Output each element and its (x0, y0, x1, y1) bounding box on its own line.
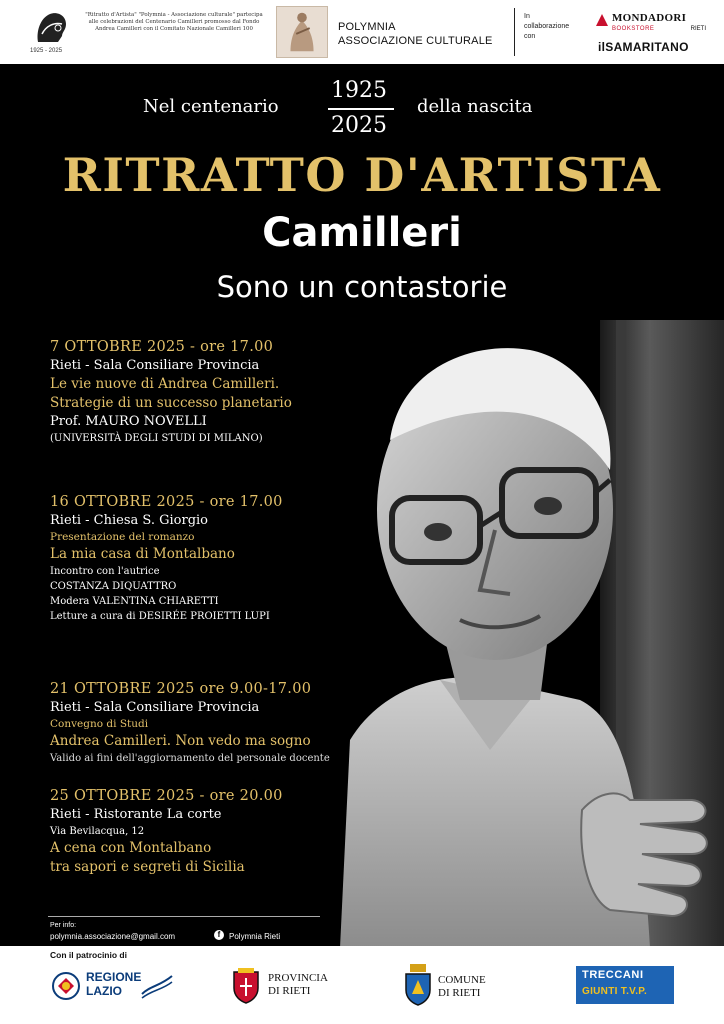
centenary-intro (0, 76, 724, 144)
event-3 (50, 680, 330, 766)
lazio-wave-icon (140, 972, 174, 1000)
event-detail: Modera VALENTINA CHIARETTI (50, 596, 219, 607)
year-divider (328, 108, 394, 110)
event-1 (50, 338, 292, 446)
event-title: La mia casa di Montalbano (50, 546, 235, 562)
poster-title: RITRATTO D'ARTISTA (62, 148, 662, 202)
header-note: "Ritratto d'Artista" "Polymnia - Associazione culturale" partecipa alle celebrazioni del Centenario Camilleri promosso dal Fondo Andrea Camilleri con il Comitato Nazionale Camilleri 100 (85, 12, 263, 32)
year-end: 2025 (331, 113, 387, 138)
header-bar (0, 0, 724, 64)
poster-subject: Camilleri (262, 210, 462, 256)
event-title: A cena con Montalbano (50, 840, 212, 856)
event-2 (50, 493, 283, 624)
patronage-label: Con il patrocinio di (50, 950, 127, 960)
event-detail: COSTANZA DIQUATTRO (50, 581, 177, 592)
event-note: Valido ai fini dell'aggiornamento del personale docente (50, 753, 330, 764)
event-date: 7 OTTOBRE 2025 - ore 17.00 (50, 339, 274, 355)
info-label: Per info: (50, 922, 77, 929)
event-place: Rieti - Chiesa S. Giorgio (50, 513, 208, 528)
comune-shield-icon (404, 964, 432, 1006)
event-affiliation: (UNIVERSITÀ DEGLI STUDI DI MILANO) (50, 433, 263, 444)
poster-tagline: Sono un contastorie (216, 270, 508, 304)
centenario-years: 1925 - 2025 (30, 48, 63, 54)
event-kicker: Presentazione del romanzo (50, 531, 195, 543)
portrait-image (320, 320, 724, 948)
polymnia-logo-image (276, 6, 328, 58)
collaboration-label: In collaborazione con (524, 13, 570, 40)
event-address: Via Bevilacqua, 12 (50, 826, 145, 837)
lazio-emblem-icon (52, 972, 80, 1000)
mondadori-logo-icon (596, 14, 608, 26)
event-kicker: Convegno di Studi (50, 718, 149, 730)
regione-lazio-logo: REGIONE LAZIO (50, 966, 176, 1006)
facebook-icon: f (214, 930, 224, 940)
info-email-link[interactable]: polymnia.associazione@gmail.com (50, 932, 176, 941)
provincia-shield-icon (232, 968, 260, 1004)
provincia-rieti-logo: PROVINCIA DI RIETI (232, 966, 342, 1008)
facebook-page-link[interactable]: Polymnia Rieti (229, 932, 281, 941)
event-detail: Incontro con l'autrice (50, 566, 160, 577)
polymnia-name: POLYMNIA ASSOCIAZIONE CULTURALE (338, 21, 493, 47)
comune-rieti-logo: COMUNE DI RIETI (404, 964, 514, 1008)
samaritano-logo: ilSAMARITANO (598, 40, 689, 54)
intro-right-text: della nascita (417, 96, 533, 117)
treccani-giunti-logo: TRECCANI GIUNTI T.V.P. (576, 966, 674, 1004)
event-title: Andrea Camilleri. Non vedo ma sogno (50, 733, 311, 749)
centenario-logo-icon (28, 6, 76, 54)
mondadori-logo: MONDADORI BOOKSTORE RIETI (596, 12, 714, 36)
event-detail: Letture a cura di DESIRÉE PROIETTI LUPI (50, 611, 270, 622)
event-place: Rieti - Ristorante La corte (50, 807, 222, 822)
event-speaker: Prof. MAURO NOVELLI (50, 414, 207, 429)
intro-left-text: Nel centenario (143, 96, 279, 117)
header-divider (514, 8, 515, 56)
event-date: 16 OTTOBRE 2025 - ore 17.00 (50, 494, 283, 510)
event-date: 25 OTTOBRE 2025 - ore 20.00 (50, 788, 283, 804)
event-place: Rieti - Sala Consiliare Provincia (50, 700, 260, 715)
event-4 (50, 787, 283, 877)
info-divider (48, 916, 320, 917)
event-title: tra sapori e segreti di Sicilia (50, 859, 245, 875)
event-title: Strategie di un successo planetario (50, 395, 292, 411)
patronage-strip (0, 946, 724, 1024)
event-date: 21 OTTOBRE 2025 ore 9.00-17.00 (50, 681, 312, 697)
event-title: Le vie nuove di Andrea Camilleri. (50, 376, 280, 392)
year-start: 1925 (331, 78, 387, 103)
event-place: Rieti - Sala Consiliare Provincia (50, 358, 260, 373)
